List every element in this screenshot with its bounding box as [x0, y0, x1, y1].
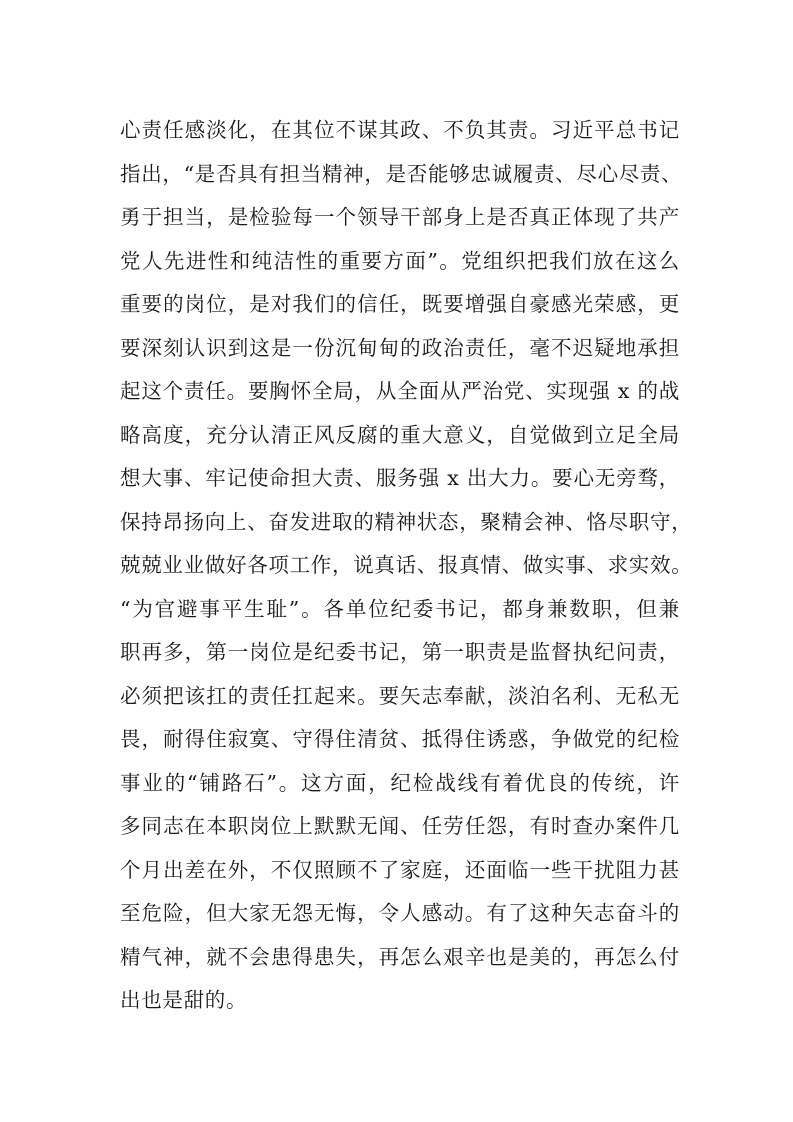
body-paragraph	[120, 109, 693, 1023]
paragraph-line: 起这个责任。要胸怀全局，从全面从严治党、实现强 x 的战	[120, 379, 680, 403]
paragraph-line: 多同志在本职岗位上默默无闻、任劳任怨，有时查办案件几	[120, 814, 680, 838]
paragraph-line: 保持昂扬向上、奋发进取的精神状态，聚精会神、恪尽职守，	[120, 509, 693, 534]
paragraph-line: 党人先进性和纯洁性的重要方面”。党组织把我们放在这么	[120, 248, 680, 273]
paragraph-line: 指出，“是否具有担当精神，是否能够忠诚履责、尽心尽责、	[120, 161, 683, 186]
paragraph-line: 要深刻认识到这是一份沉甸甸的政治责任，毫不迟疑地承担	[120, 335, 680, 360]
paragraph-line: 兢兢业业做好各项工作，说真话、报真情、做实事、求实效。	[120, 553, 693, 577]
paragraph-line: 至危险，但大家无怨无悔，令人感动。有了这种矢志奋斗的	[120, 901, 680, 925]
paragraph-line: 略高度，充分认清正风反腐的重大意义，自觉做到立足全局	[120, 422, 680, 447]
paragraph-line: 职再多，第一岗位是纪委书记，第一职责是监督执纪问责，	[120, 640, 680, 664]
paragraph-line: 畏，耐得住寂寞、守得住清贫、抵得住诱惑，争做党的纪检	[120, 727, 680, 751]
paragraph-line: 心责任感淡化，在其位不谋其政、不负其责。习近平总书记	[120, 118, 680, 142]
paragraph-line: 想大事、牢记使命担大责、服务强 x 出大力。要心无旁骛，	[120, 466, 680, 490]
paragraph-line: 必须把该扛的责任扛起来。要矢志奉献，淡泊名利、无私无	[120, 683, 680, 708]
paragraph-line: 精气神，就不会患得患失，再怎么艰辛也是美的，再怎么付	[120, 944, 680, 969]
paragraph-line: 重要的岗位，是对我们的信任，既要增强自豪感光荣感，更	[120, 292, 680, 316]
paragraph-line-last: 出也是甜的。	[120, 988, 248, 1012]
paragraph-line: “为官避事平生耻”。各单位纪委书记，都身兼数职，但兼	[120, 596, 680, 621]
paragraph-line: 事业的“铺路石”。这方面，纪检战线有着优良的传统，许	[120, 770, 680, 795]
paragraph-line: 勇于担当，是检验每一个领导干部身上是否真正体现了共产	[120, 205, 680, 229]
paragraph-line: 个月出差在外，不仅照顾不了家庭，还面临一些干扰阻力甚	[120, 857, 680, 882]
